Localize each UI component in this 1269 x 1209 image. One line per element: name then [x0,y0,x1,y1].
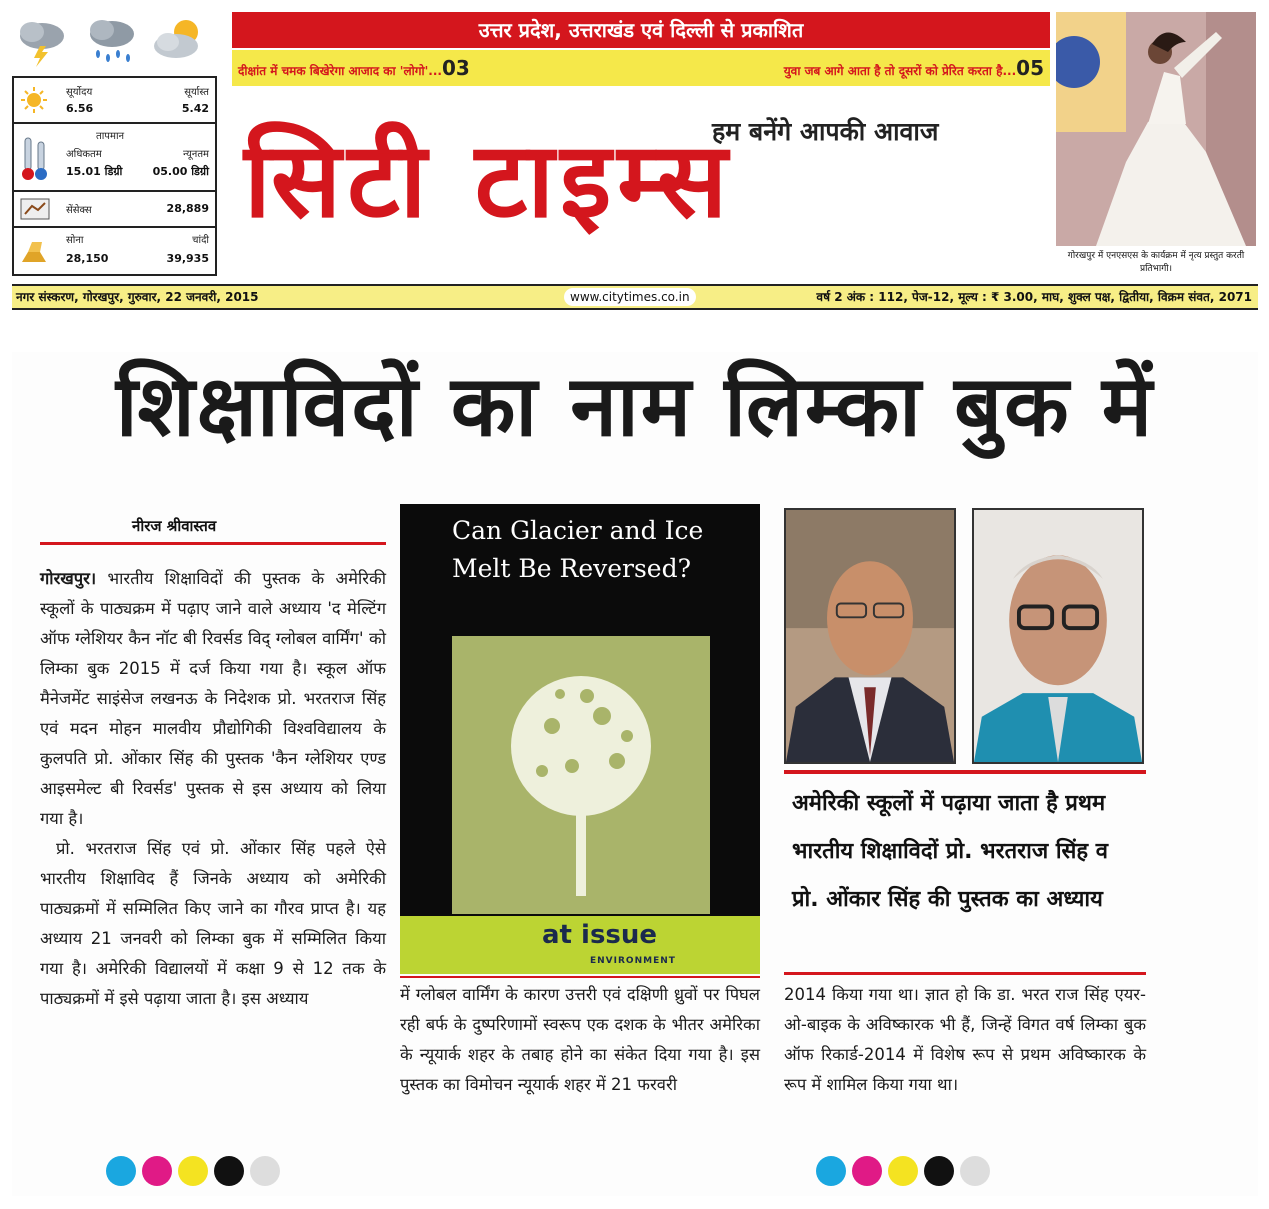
magenta-mark [142,1156,172,1186]
series-brand: at issue [542,920,658,950]
headline: शिक्षाविदों का नाम लिम्का बुक में [115,357,1155,455]
dancer-photo [1056,12,1256,246]
paragraph-2: प्रो. भरतराज सिंह एवं प्रो. ओंकार सिंह पहले ऐसे भारतीय शिक्षाविद हैं जिनके अध्याय को अमेरिकी पाठ्यक्रमों में सम्मिलित किए जाने का गौरव प्राप्त है। यह अध्याय 21 जनवरी को लिम्का बुक में सम्मिलित किया गया है। अमेरिकी विद्यालयों में कक्षा 9 से 12 तक के पाठ्यक्रमों में इसे पढ़ाया जाता है। इस अध्याय [40,839,386,1008]
caption-rule-bottom [784,972,1146,975]
website-link[interactable]: www.citytimes.co.in [564,288,696,306]
issue-details: वर्ष 2 अंक : 112, पेज-12, मूल्य : ₹ 3.00, माघ, शुक्ल पक्ष, द्वितीया, विक्रम संवत, 2071 [816,290,1252,304]
gold-bars-icon [20,236,50,264]
min-temp-value: 05.00 डिग्री [152,165,209,178]
grey-mark [960,1156,990,1186]
bullion-row [14,228,215,274]
date-strip [12,284,1258,310]
teaser-right[interactable]: युवा जब आगे आता है तो दूसरों को प्रेरित करता है...05 [783,56,1044,80]
professor-photo-2 [972,508,1144,764]
silver-label: चांदी [192,235,209,246]
grey-mark [250,1156,280,1186]
byline-rule [40,542,386,545]
caption-rule-top [784,770,1146,774]
temperature-label: तापमान [96,131,125,142]
thermometer-icon [20,134,50,182]
min-temp-label: न्यूनतम [183,149,209,160]
professor-photo-1 [784,508,956,764]
series-band [400,916,760,974]
teaser-strip [232,50,1050,86]
black-mark [924,1156,954,1186]
tagline: हम बनेंगे आपकी आवाज [712,117,939,146]
sunrise-label: सूर्योदय [66,87,93,98]
sunrise-value: 6.56 [66,102,94,115]
cyan-mark [816,1156,846,1186]
temperature-row [14,124,215,192]
gold-label: सोना [66,235,84,246]
byline: नीरज श्रीवास्तव [132,517,217,535]
rain-cloud-icon [80,12,144,68]
max-temp-value: 15.01 डिग्री [66,165,123,178]
publication-banner: उत्तर प्रदेश, उत्तराखंड एवं दिल्ली से प्रकाशित [232,12,1050,48]
yellow-mark [888,1156,918,1186]
bull-icon [20,198,50,220]
article-column-3: 2014 किया गया था। ज्ञात हो कि डा. भरत राज सिंह एयर-ओ-बाइक के अविष्कारक भी हैं, जिन्हें विगत वर्ष लिम्का बुक ऑफ रिकार्ड-2014 में विशेष रूप से प्रथम अविष्कारक के रूप में शामिल किया गया था। [784,985,1146,1094]
sun-cloud-icon [148,12,212,68]
article-column-2: में ग्लोबल वार्मिंग के कारण उत्तरी एवं दक्षिणी ध्रुवों पर पिघल रही बर्फ के दुष्परिणामों स्वरूप एक दशक के भीतर अमेरिका के न्यूयार्क शहर के तबाह होने का संकेत दिया गया है। इस पुस्तक का विमोचन न्यूयार्क शहर में 21 फरवरी [400,985,760,1094]
photo-caption: अमेरिकी स्कूलों में पढ़ाया जाता है प्रथम भारतीय शिक्षाविदों प्रो. भरतराज सिंह व प्रो. ओंकार सिंह की पुस्तक का अध्याय [792,791,1108,912]
registration-marks-right [816,1156,990,1186]
info-box [12,76,217,276]
article [12,352,1258,1196]
black-mark [214,1156,244,1186]
teaser-left[interactable]: दीक्षांत में चमक बिखेरेगा आजाद का 'लोगो'...03 [238,56,470,80]
article-column-1 [40,564,386,1014]
book-rule [400,976,760,978]
sensex-label: सेंसेक्स [66,205,92,216]
max-temp-label: अधिकतम [66,149,102,160]
sun-times-row [14,78,215,124]
paragraph-1: गोरखपुर। भारतीय शिक्षाविदों की पुस्तक के अमेरिकी स्कूलों के पाठ्यक्रम में पढ़ाए जाने वाले अध्याय 'द मेल्टिंग ऑफ ग्लेशियर कैन नॉट बी रिवर्सड विद् ग्लोबल वार्मिंग' को लिम्का बुक 2015 में दर्ज किया गया है। स्कूल ऑफ मैनेजमेंट साइंसेज लखनऊ के निदेशक प्रो. भरतराज सिंह एवं मदन मोहन मालवीय प्रौद्योगिकी विश्वविद्यालय के कुलपति प्रो. ओंकार सिंह की पुस्तक 'कैन ग्लेशियर एण्ड आइसमेल्ट बी रिवर्सड' पुस्तक से इस अध्याय को लिया गया है। [40,569,386,828]
top-photo-caption: गोरखपुर में एनएसएस के कार्यक्रम में नृत्य प्रस्तुत करती प्रतिभागी। [1067,251,1245,274]
sunset-label: सूर्यास्त [184,87,209,98]
silver-value: 39,935 [166,252,209,265]
newspaper-logo: सिटी टाइम्स [244,119,734,241]
sensex-value: 28,889 [166,202,209,215]
magenta-mark [852,1156,882,1186]
sunset-value: 5.42 [181,102,209,115]
sensex-row [14,192,215,228]
tree-illustration [452,636,710,914]
yellow-mark [178,1156,208,1186]
weather-icons [12,12,217,72]
sun-icon [20,86,48,114]
series-subtitle: ENVIRONMENT [590,956,676,966]
thunderstorm-cloud-icon [12,12,76,68]
book-cover [400,504,760,974]
registration-marks-left [106,1156,280,1186]
book-title: Can Glacier and Ice Melt Be Reversed? [452,516,704,583]
gold-value: 28,150 [66,252,109,265]
edition-date: नगर संस्करण, गोरखपुर, गुरुवार, 22 जनवरी, 2015 [16,290,259,304]
cyan-mark [106,1156,136,1186]
dateline: गोरखपुर। [40,569,97,588]
